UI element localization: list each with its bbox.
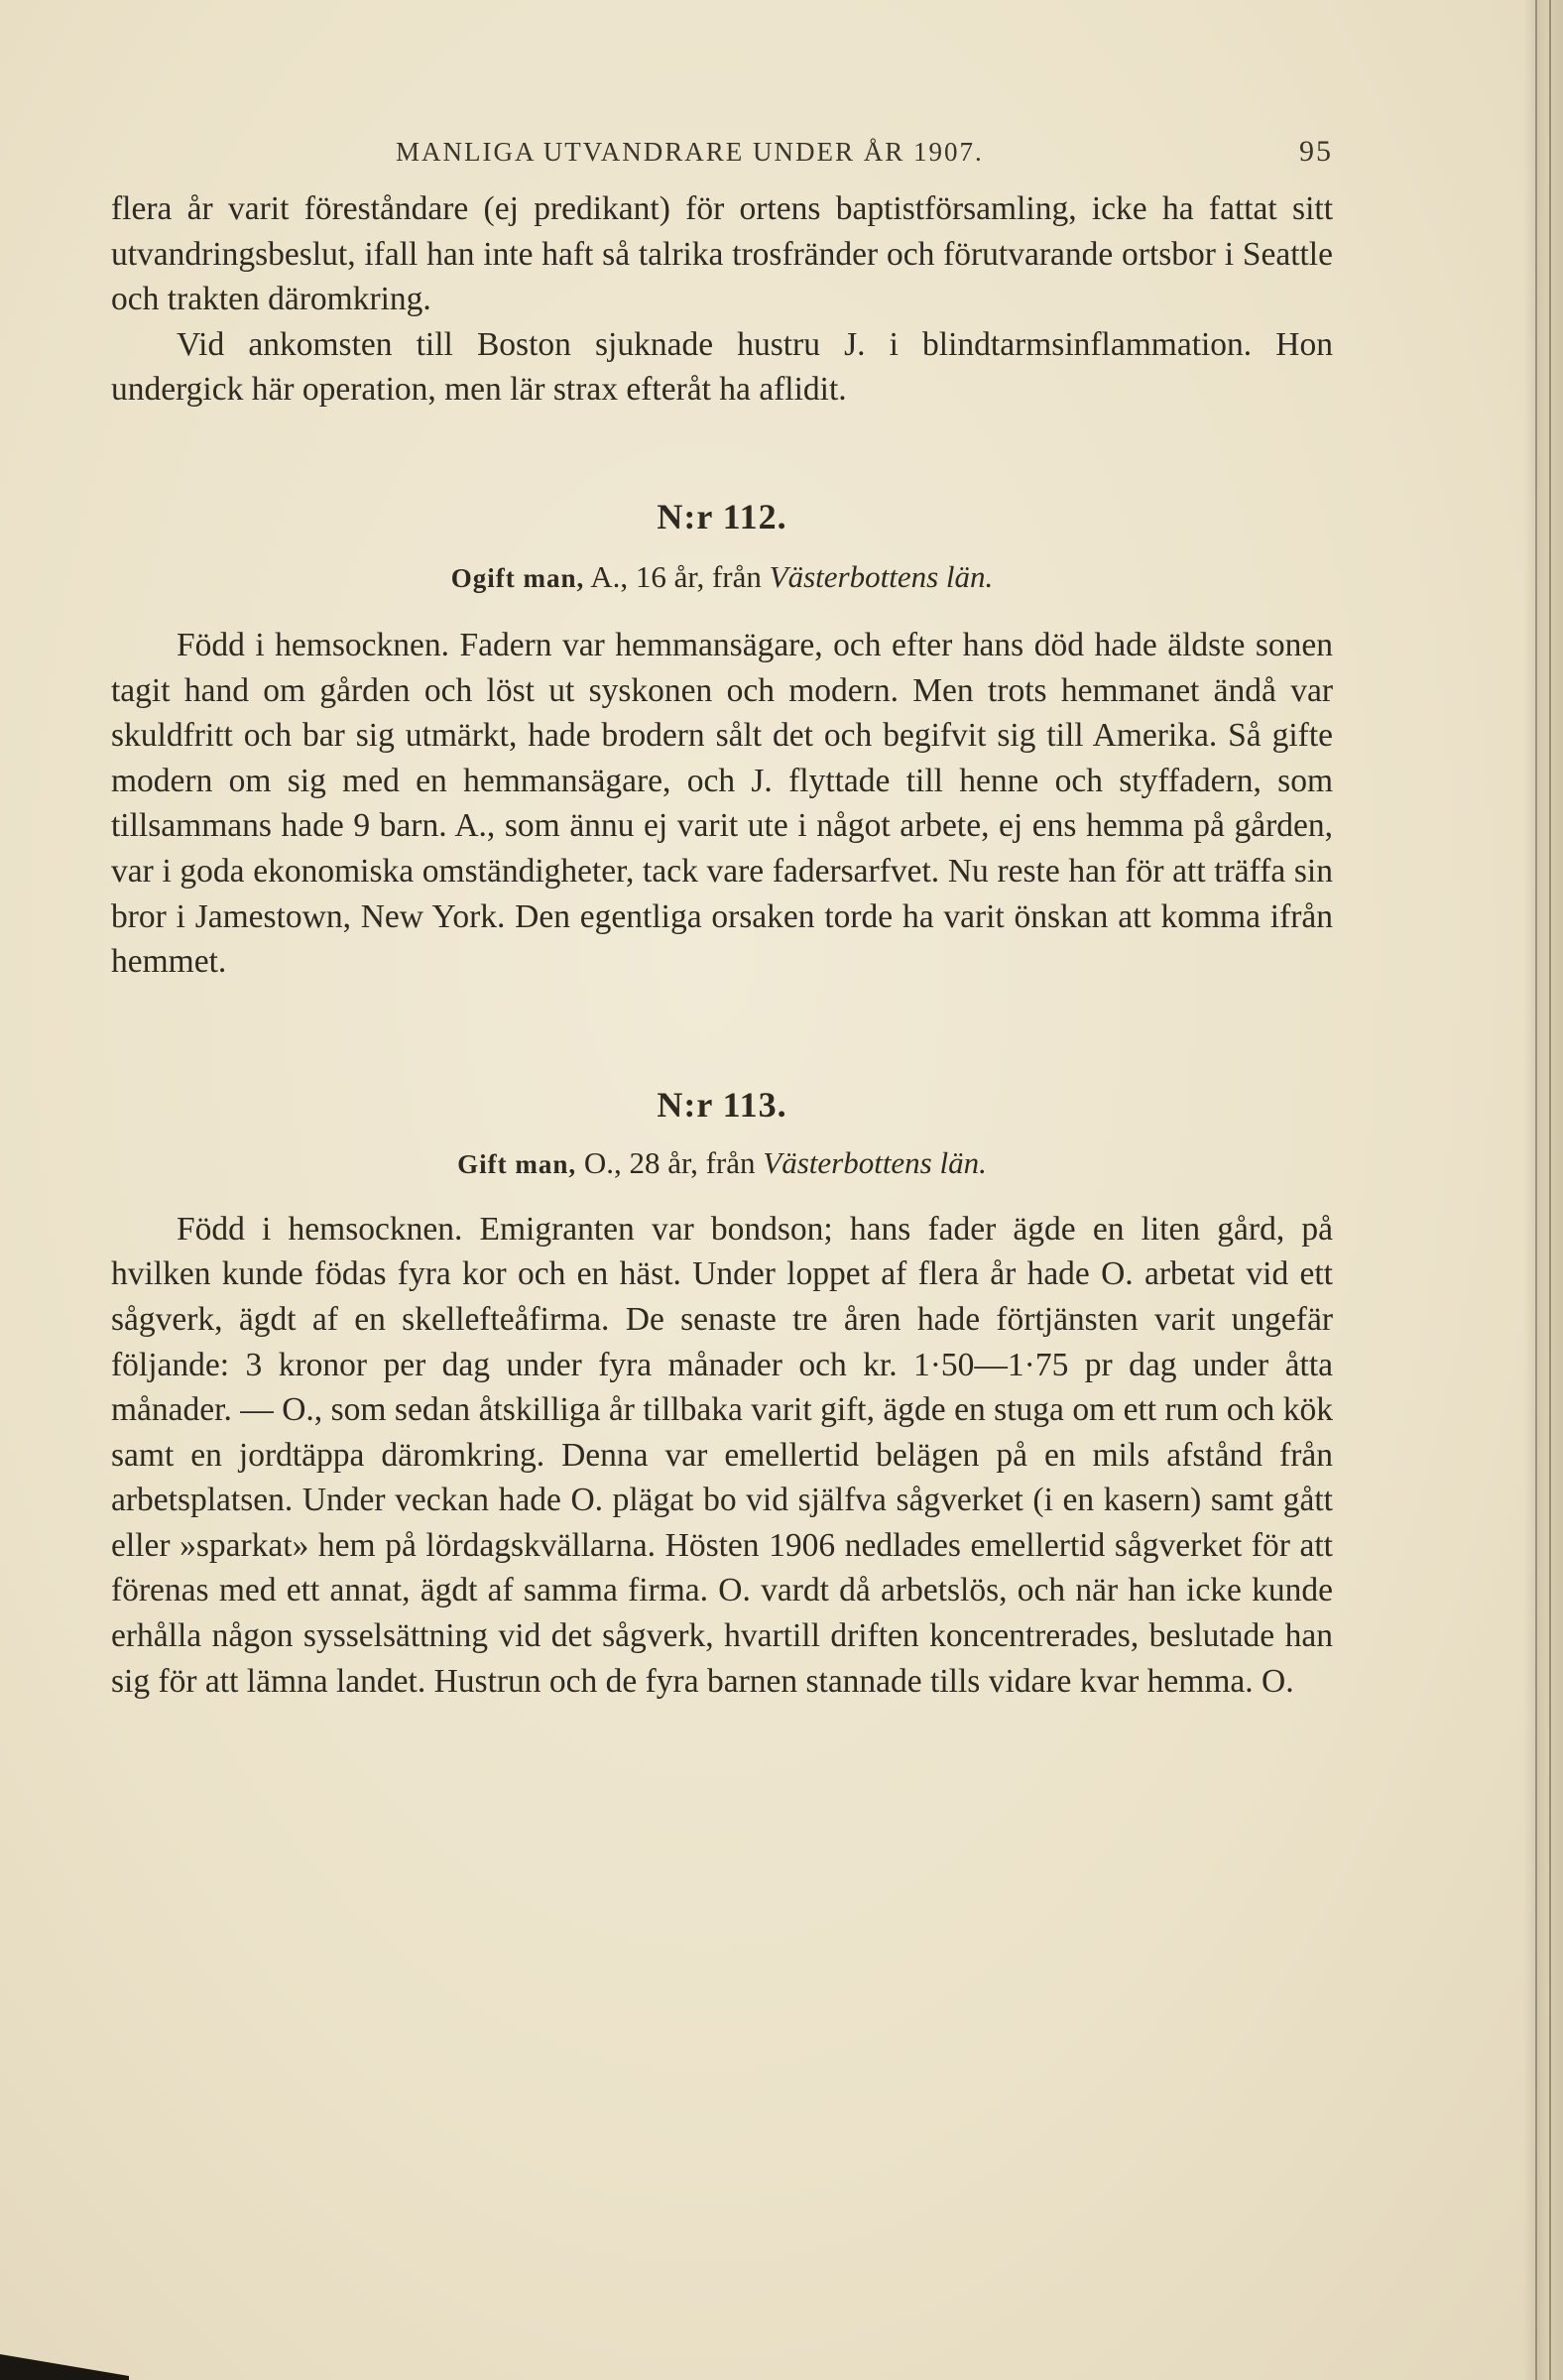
marital-status: Ogift man, (450, 562, 585, 593)
intro-paragraph: Vid ankomsten till Boston sjuknade hustru J. i blindtarmsinflammation. Hon undergick här operation, men lär strax efteråt ha aflidit. (111, 325, 1333, 409)
page-number: 95 (1299, 135, 1333, 168)
entry-subheading (111, 559, 1333, 595)
marital-status: Gift man, (457, 1148, 577, 1179)
page-edge-shadow (1523, 0, 1563, 2380)
intro-paragraph-continued: flera år varit föreståndare (ej predikant) för ortens baptistförsamling, icke ha fattat sitt utvandringsbeslut, ifall han inte haft så talrika trosfränder och förutvarande ortsbor i Seattle och trakten däromkring. (111, 190, 1333, 318)
entry-region: Västerbottens län. (769, 558, 994, 594)
page-edge-line (1535, 0, 1537, 2380)
binding-corner-mark (0, 2332, 129, 2380)
entry-details: A., 16 år, från (584, 558, 770, 594)
entry-paragraph: Född i hemsocknen. Fadern var hemmansägare, och efter hans död hade äldste sonen tagit hand om gården och löst ut syskonen och modern. Men trots hemmanet ändå var skuldfritt och bar sig utmärkt, hade brodern sålt det och begifvit sig till Amerika. Så gifte modern om sig med en hemmansägare, och J. flyttade till henne och styffadern, som tillsammans hade 9 barn. A., som ännu ej varit ute i något arbete, ej ens hemma på gården, var i goda ekonomiska omständigheter, tack vare fadersarfvet. Nu reste han för att träffa sin bror i Jamestown, New York. Den egentliga orsaken torde ha varit önskan att komma ifrån hemmet. (111, 626, 1333, 981)
entry-heading: N:r 113. (657, 1084, 787, 1125)
entry-paragraph: Född i hemsocknen. Emigranten var bondson; hans fader ägde en liten gård, på hvilken kunde födas fyra kor och en häst. Under loppet af flera år hade O. arbetat vid ett sågverk, ägdt af en skellefteåfirma. De senaste tre åren hade förtjänsten varit ungefär följande: 3 kronor per dag under fyra månader och kr. 1·50—1·75 pr dag under åtta månader. — O., som sedan åtskilliga år tillbaka varit gift, ägde en stuga om ett rum och kök samt en jordtäppa däromkring. Denna var emellertid belägen på en mils afstånd från arbetsplatsen. Under veckan hade O. plägat bo vid själfva sågverket (i en kasern) samt gått eller »sparkat» hem på lördagskvällarna. Hösten 1906 nedlades emellertid sågverket för att förenas med ett annat, ägdt af samma firma. O. vardt då arbetslös, och när han icke kunde erhålla någon sysselsättning vid det sågverk, hvartill driften koncentrerades, beslutade han sig för att lämna landet. Hustrun och de fyra barnen stannade tills vidare kvar hemma. O. (111, 1210, 1333, 1700)
page-content (111, 127, 1333, 1704)
entry-region: Västerbottens län. (763, 1144, 987, 1180)
entry-subheading (111, 1145, 1333, 1181)
entry-heading: N:r 112. (657, 496, 787, 536)
running-head (111, 127, 1333, 186)
page-edge-line (1549, 0, 1551, 2380)
running-head-title: MANLIGA UTVANDRARE UNDER ÅR 1907. (396, 137, 984, 167)
entry-details: O., 28 år, från (576, 1144, 764, 1180)
